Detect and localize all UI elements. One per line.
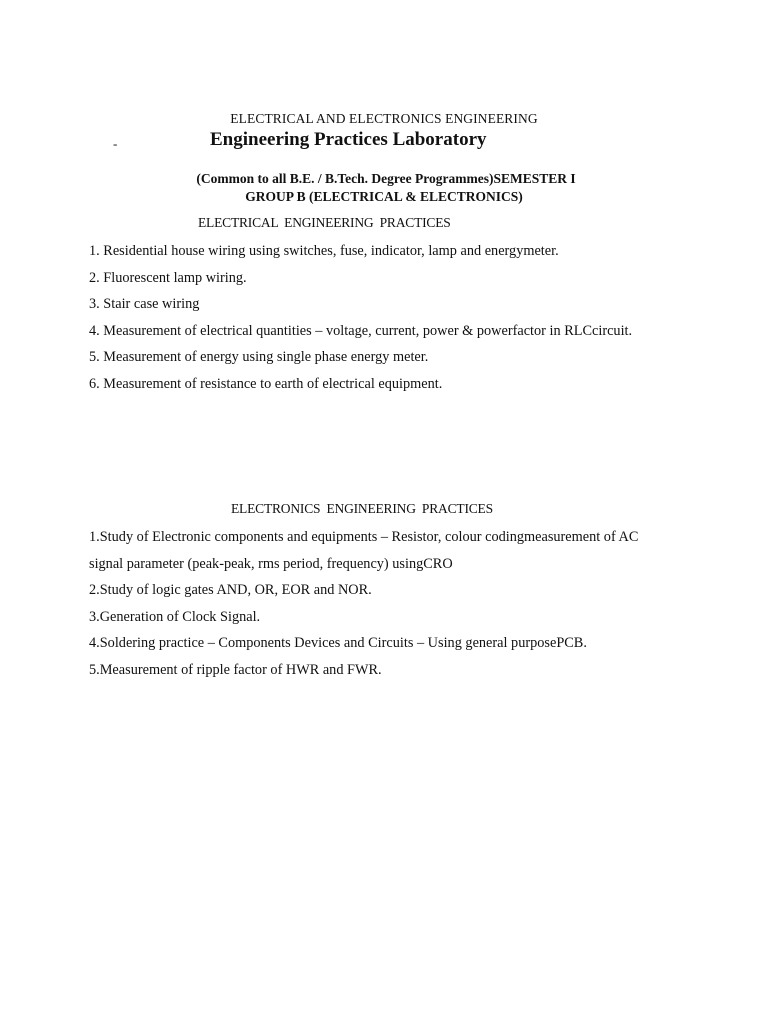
electronics-section-heading: ELECTRONICS ENGINEERING PRACTICES (231, 501, 493, 516)
dash-mark: - (113, 136, 118, 151)
list-item: 2. Fluorescent lamp wiring. (89, 269, 247, 286)
list-item: 4.Soldering practice – Components Devices and Circuits – Using general purposePCB. (89, 635, 587, 651)
list-item: 6. Measurement of resistance to earth of electrical equipment. (89, 375, 443, 392)
list-item: signal parameter (peak-peak, rms period, frequency) usingCRO (89, 555, 453, 572)
electrical-section-heading: ELECTRICAL ENGINEERING PRACTICES (198, 215, 451, 230)
list-item: 5. Measurement of energy using single phase energy meter. (89, 349, 429, 366)
list-item: 4. Measurement of electrical quantities – voltage, current, power & powerfactor in RLCcircuit. (89, 322, 633, 339)
lab-title: Engineering Practices Laboratory (210, 129, 487, 150)
electrical-practices-list (89, 242, 632, 402)
programme-semester-line: (Common to all B.E. / B.Tech. Degree Programmes)SEMESTER I (196, 171, 576, 186)
list-item: 1. Residential house wiring using switches, fuse, indicator, lamp and energymeter. (89, 243, 559, 259)
list-item: 2.Study of logic gates AND, OR, EOR and NOR. (89, 582, 372, 598)
list-item: 3.Generation of Clock Signal. (89, 608, 261, 625)
group-line: GROUP B (ELECTRICAL & ELECTRONICS) (245, 189, 523, 204)
electronics-practices-list (89, 528, 638, 687)
list-item: 5.Measurement of ripple factor of HWR and FWR. (89, 661, 382, 678)
department-title: ELECTRICAL AND ELECTRONICS ENGINEERING (230, 111, 538, 126)
list-item: 3. Stair case wiring (89, 296, 200, 313)
list-item: 1.Study of Electronic components and equipments – Resistor, colour codingmeasurement of AC (89, 529, 639, 545)
